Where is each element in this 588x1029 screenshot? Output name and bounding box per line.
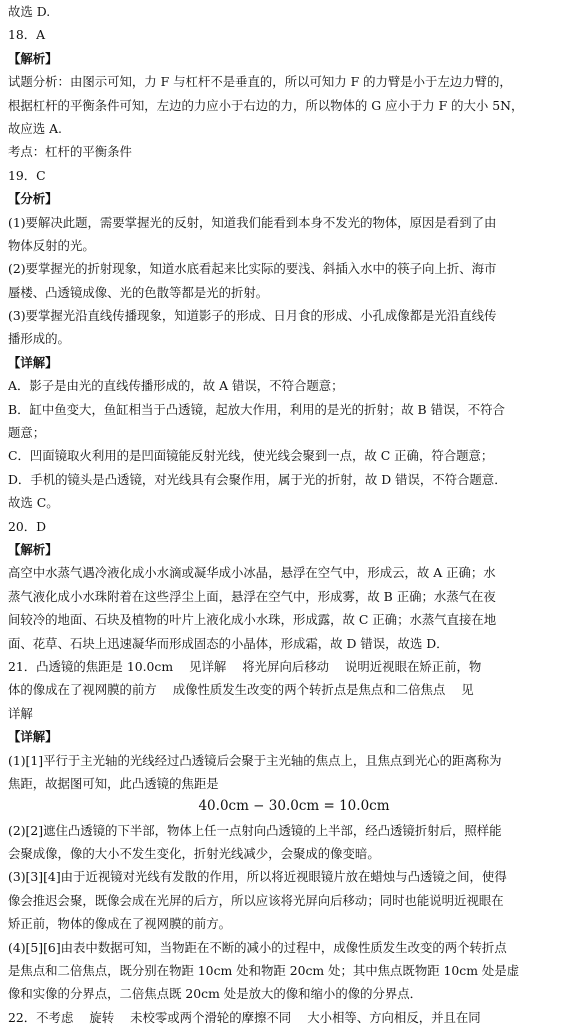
text-line: (4)[5][6]由表中数据可知，当物距在不断的减小的过程中，成像性质发生改变的两个转折点	[8, 939, 507, 955]
text-line	[8, 678, 580, 701]
text-line: 考点：杠杆的平衡条件	[8, 144, 132, 160]
text-line: 面、花草、石块上迅速凝华而形成固态的小晶体，形成霜，故 D 错误，故选 D．	[8, 635, 449, 651]
text-line: (1)[1]平行于主光轴的光线经过凸透镜后会聚于主光轴的焦点上，且焦点到光心的距离称为	[8, 752, 502, 768]
text-line: 20．D	[8, 518, 47, 534]
text-line: 故应选 A.	[8, 120, 62, 136]
text-line: 19．C	[8, 167, 46, 183]
text-line	[8, 655, 580, 678]
answer-part: 22．不考虑	[8, 1009, 74, 1025]
text-line: 高空中水蒸气遇冷液化成小水滴或凝华成小冰晶，悬浮在空气中，形成云，故 A 正确；水	[8, 565, 496, 581]
text-line: (2)[2]遮住凸透镜的下半部，物体上任一点射向凸透镜的上半部，经凸透镜折射后，照样能	[8, 822, 502, 838]
text-line: 矫正前，物体的像成在了视网膜的前方。	[8, 916, 232, 932]
section-heading: 【解析】	[8, 541, 58, 557]
section-heading: 【详解】	[8, 729, 58, 745]
text-line: B．缸中鱼变大，鱼缸相当于凸透镜，起放大作用，利用的是光的折射；故 B 错误，不符合	[8, 401, 505, 417]
text-line: 像会推迟会聚，既像会成在光屏的后方，所以应该将光屏向后移动；同时也能说明近视眼在	[8, 892, 504, 908]
answer-part: 旋转	[89, 1009, 115, 1025]
text-line: 会聚成像，像的大小不发生变化，折射光线减少，会聚成的像变暗。	[8, 846, 380, 862]
text-line: 物体反射的光。	[8, 237, 95, 253]
text-line: 根据杠杆的平衡条件可知，左边的力应小于右边的力，所以物体的 G 应小于力 F 的大小 5N，	[8, 97, 524, 113]
section-heading: 【详解】	[8, 354, 58, 370]
text-line: A．影子是由光的直线传播形成的，故 A 错误，不符合题意；	[8, 378, 344, 394]
text-line: 播形成的。	[8, 331, 70, 347]
text-line: (3)[3][4]由于近视镜对光线有发散的作用，所以将近视眼镜片放在蜡烛与凸透镜之间，使得	[8, 869, 507, 885]
text-line: (2)要掌握光的折射现象，知道水底看起来比实际的要浅、斜插入水中的筷子向上折、海市	[8, 261, 497, 277]
answer-part: 未校零或两个滑轮的摩擦不同	[130, 1009, 292, 1025]
text-line: D．手机的镜头是凸透镜，对光线具有会聚作用，属于光的折射，故 D 错误，不符合题意．	[8, 471, 507, 487]
text-line: 试题分析：由图示可知，力 F 与杠杆不是垂直的，所以可知力 F 的力臂是小于左边力臂的，	[8, 74, 512, 90]
text-line: 故选 C。	[8, 495, 59, 511]
answer-part: 说明近视眼在矫正前，物	[345, 658, 482, 674]
equation-line: 40.0cm − 30.0cm = 10.0cm	[198, 798, 390, 815]
text-line: (3)要掌握光沿直线传播现象，知道影子的形成、日月食的形成、小孔成像都是光沿直线传	[8, 308, 497, 324]
answer-part: 将光屏向后移动	[242, 658, 330, 674]
section-heading: 【解析】	[8, 50, 58, 66]
text-line: 是焦点和二倍焦点，既分别在物距 10cm 处和物距 20cm 处；其中焦点既物距 10cm 处是虚	[8, 963, 520, 979]
answer-part: 体的像成在了视网膜的前方	[8, 682, 157, 698]
answer-part: 见	[461, 682, 474, 698]
text-line: 详解	[8, 705, 33, 721]
answer-part: 大小相等、方向相反，并且在同	[307, 1009, 481, 1025]
text-line: 蒸气液化成小水珠附着在这些浮尘上面，悬浮在空气中，形成雾，故 B 正确；水蒸气在夜	[8, 588, 496, 604]
text-line: 蜃楼、凸透镜成像、光的色散等都是光的折射。	[8, 284, 269, 300]
answer-part: 见详解	[189, 658, 227, 674]
text-line: 像和实像的分界点，二倍焦点既 20cm 处是放大的像和缩小的像的分界点．	[8, 986, 423, 1002]
text-line: 题意；	[8, 425, 46, 441]
answer-part: 21．凸透镜的焦距是 10.0cm	[8, 658, 174, 674]
text-line: 18．A	[8, 27, 46, 43]
text-line: 故选 D.	[8, 4, 51, 19]
text-line: C．凹面镜取火利用的是凹面镜能反射光线，使光线会聚到一点，故 C 正确，符合题意；	[8, 448, 494, 464]
text-line: (1)要解决此题，需要掌握光的反射，知道我们能看到本身不发光的物体，原因是看到了由	[8, 214, 497, 230]
answer-part: 成像性质发生改变的两个转折点是焦点和二倍焦点	[172, 682, 446, 698]
text-line	[8, 1006, 580, 1029]
text-line: 间较冷的地面、石块及植物的叶片上液化成小水珠，形成露，故 C 正确；水蒸气直接在地	[8, 612, 497, 628]
section-heading: 【分析】	[8, 191, 58, 207]
text-line: 焦距，故据图可知，此凸透镜的焦距是	[8, 775, 219, 791]
